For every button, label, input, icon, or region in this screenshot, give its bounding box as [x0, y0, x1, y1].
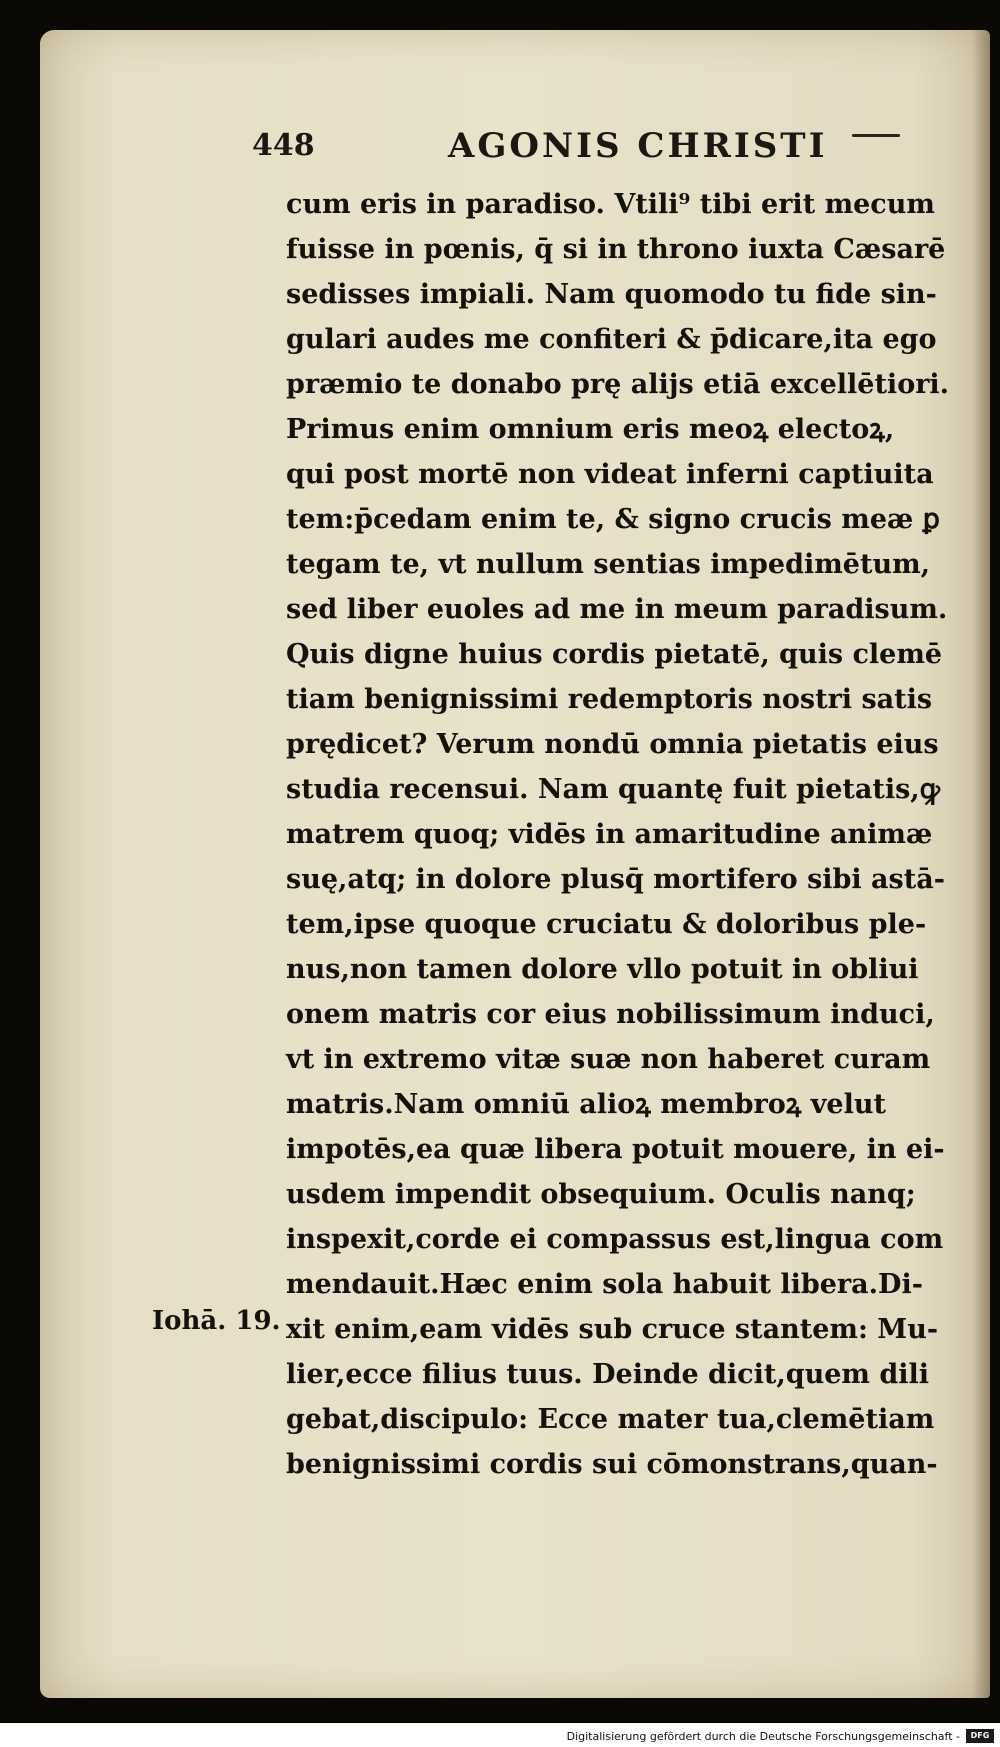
text-line: qui post mortē non videat inferni captiuita [286, 459, 934, 490]
text-line: nus,non tamen dolore vllo potuit in obliui [286, 954, 919, 985]
text-line: præmio te donabo prę alijs etiā excellētiori. [286, 369, 950, 400]
text-line: mendauit.Hæc enim sola habuit libera.Di- [286, 1269, 923, 1300]
text-line: sed liber euoles ad me in meum paradisum. [286, 594, 948, 625]
marginal-note: Iohā. 19. [152, 1306, 281, 1336]
text-line: gulari audes me confiteri & p̄dicare,ita ego [286, 324, 937, 355]
text-line: tegam te, vt nullum sentias impedimētum, [286, 549, 931, 580]
text-line: benignissimi cordis sui cōmonstrans,quan- [286, 1449, 938, 1480]
text-line: matrem quoq; vidēs in amaritudine animæ [286, 819, 933, 850]
text-line: tiam benignissimi redemptoris nostri satis [286, 684, 933, 715]
book-page [40, 30, 990, 1698]
text-line: xit enim,eam vidēs sub cruce stantem: Mu- [286, 1314, 939, 1345]
text-line: cum eris in paradiso. Vtili⁹ tibi erit mecum [286, 189, 935, 220]
text-line: lier,ecce filius tuus. Deinde dicit,quem dili [286, 1359, 930, 1390]
text-line: Primus enim omnium eris meoꝝ electoꝝ, [286, 414, 895, 445]
text-line: Quis digne huius cordis pietatē, quis clemē [286, 639, 943, 670]
running-title: AGONIS CHRISTI [448, 126, 828, 166]
footer-credit: Digitalisierung gefördert durch die Deutsche Forschungsgemeinschaft - [566, 1730, 960, 1743]
text-line: fuisse in pœnis, q̄ si in throno iuxta Cæsarē [286, 234, 946, 265]
text-line: inspexit,corde ei compassus est,lingua com [286, 1224, 944, 1255]
header-rule [852, 134, 900, 137]
text-line: tem:p̄cedam enim te, & signo crucis meæ ꝑ [286, 504, 940, 535]
text-line: matris.Nam omniū alioꝝ membroꝝ velut [286, 1089, 886, 1120]
text-line: vt in extremo vitæ suæ non haberet curam [286, 1044, 931, 1075]
footer-bar [0, 1723, 1000, 1747]
page-number: 448 [252, 128, 315, 163]
dfg-logo-icon: DFG [966, 1729, 994, 1743]
text-line: sedisses impiali. Nam quomodo tu fide sin- [286, 279, 937, 310]
body-text [286, 182, 986, 1487]
text-line: usdem impendit obsequium. Oculis nanq; [286, 1179, 916, 1210]
text-line: onem matris cor eius nobilissimum induci, [286, 999, 935, 1030]
text-line: prędicet? Verum nondū omnia pietatis eius [286, 729, 939, 760]
page-header [252, 110, 892, 170]
text-line: impotēs,ea quæ libera potuit mouere, in ei- [286, 1134, 945, 1165]
text-line: tem,ipse quoque cruciatu & doloribus ple- [286, 909, 927, 940]
text-line: gebat,discipulo: Ecce mater tua,clemētiam [286, 1404, 935, 1435]
text-line: studia recensui. Nam quantę fuit pietatis,ꝙ [286, 774, 940, 805]
text-line: suę,atq; in dolore plusq̄ mortifero sibi astā- [286, 864, 945, 895]
